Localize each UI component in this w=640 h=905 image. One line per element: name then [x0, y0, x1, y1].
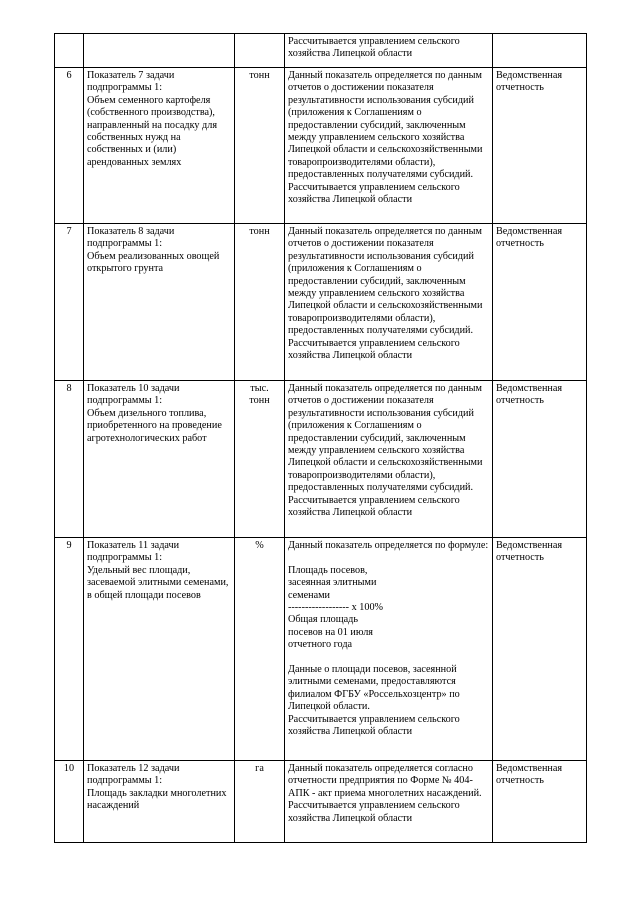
indicator-name: Показатель 10 задачи подпрограммы 1: Объем дизельного топлива, приобретенного на проведение агротехнологических работ	[84, 381, 235, 538]
calculation-method: Данный показатель определяется по формуле: Площадь посевов, засеянная элитными семенами ------------------ х 100% Общая площадь посевов на 01 июля отчетного года Данные о площади посевов, засеянной элитными семенами, предоставляются филиалом ФГБУ «Россельхозцентр» по Липецкой области. Рассчитывается управлением сельского хозяйства Липецкой области	[285, 538, 493, 761]
row-number: 6	[55, 68, 84, 224]
calculation-method: Рассчитывается управлением сельского хозяйства Липецкой области	[285, 34, 493, 68]
data-source: Ведомственная отчетность	[493, 68, 587, 224]
indicator-name: Показатель 7 задачи подпрограммы 1: Объем семенного картофеля (собственного производства), направленный на посадку для собственных нужд на собственных и (или) арендованных землях	[84, 68, 235, 224]
indicator-name	[84, 34, 235, 68]
row-number	[55, 34, 84, 68]
table-row	[55, 68, 587, 224]
row-number: 10	[55, 761, 84, 843]
row-number: 8	[55, 381, 84, 538]
data-source	[493, 34, 587, 68]
calculation-method: Данный показатель определяется согласно отчетности предприятия по Форме № 404-АПК - акт приема многолетних насаждений. Рассчитывается управлением сельского хозяйства Липецкой области	[285, 761, 493, 843]
unit-of-measure: тыс. тонн	[235, 381, 285, 538]
row-number: 7	[55, 224, 84, 381]
data-source: Ведомственная отчетность	[493, 224, 587, 381]
calculation-method: Данный показатель определяется по данным отчетов о достижении показателя результативности использования субсидий (приложения к Соглашениям о предоставлении субсидий, заключенным между управлением сельского хозяйства Липецкой области и сельскохозяйственными товаропроизводителями области), предоставленных получателями субсидий. Рассчитывается управлением сельского хозяйства Липецкой области	[285, 68, 493, 224]
table-row	[55, 381, 587, 538]
indicators-table	[54, 33, 587, 843]
unit-of-measure	[235, 34, 285, 68]
unit-of-measure: тонн	[235, 224, 285, 381]
table-row	[55, 538, 587, 761]
calculation-method: Данный показатель определяется по данным отчетов о достижении показателя результативности использования субсидий (приложения к Соглашениям о предоставлении субсидий, заключенным между управлением сельского хозяйства Липецкой области и сельскохозяйственными товаропроизводителями области), предоставленных получателями субсидий. Рассчитывается управлением сельского хозяйства Липецкой области	[285, 381, 493, 538]
data-source: Ведомственная отчетность	[493, 381, 587, 538]
indicator-name: Показатель 12 задачи подпрограммы 1: Площадь закладки многолетних насаждений	[84, 761, 235, 843]
data-source: Ведомственная отчетность	[493, 761, 587, 843]
unit-of-measure: тонн	[235, 68, 285, 224]
indicator-name: Показатель 8 задачи подпрограммы 1: Объем реализованных овощей открытого грунта	[84, 224, 235, 381]
calculation-method: Данный показатель определяется по данным отчетов о достижении показателя результативности использования субсидий (приложения к Соглашениям о предоставлении субсидий, заключенным между управлением сельского хозяйства Липецкой области и сельскохозяйственными товаропроизводителями области), предоставленных получателями субсидий. Рассчитывается управлением сельского хозяйства Липецкой области	[285, 224, 493, 381]
data-source: Ведомственная отчетность	[493, 538, 587, 761]
row-number: 9	[55, 538, 84, 761]
table-row	[55, 224, 587, 381]
unit-of-measure: %	[235, 538, 285, 761]
indicator-name: Показатель 11 задачи подпрограммы 1: Удельный вес площади, засеваемой элитными семенами, в общей площади посевов	[84, 538, 235, 761]
unit-of-measure: га	[235, 761, 285, 843]
table-row	[55, 761, 587, 843]
table-row	[55, 34, 587, 68]
